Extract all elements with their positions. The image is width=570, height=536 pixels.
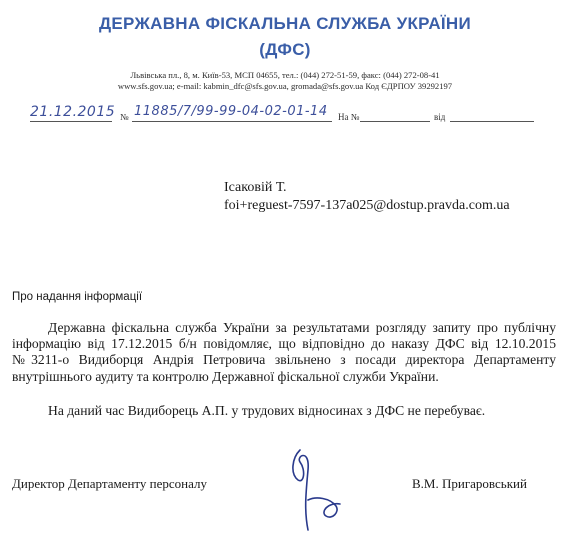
letter-subject: Про надання інформації: [12, 291, 143, 303]
reference-underline: [360, 121, 430, 122]
number-underline: [132, 121, 332, 122]
signer-position: Директор Департаменту персоналу: [12, 476, 207, 491]
from-underline: [450, 121, 534, 122]
reference-label: На №: [338, 112, 360, 122]
number-label: №: [120, 112, 129, 122]
body-paragraph: Державна фіскальна служба України за результатами розгляду запиту про публічну інформацію від 17.12.2015 б/н повідомляє, що відповідно до наказу ДФС від 12.10.2015 №3211-о Видиборця Андрія Петровича звільнено з посади директора Департаменту внутрішнього аудиту та контролю Державної фіскальної служби України.: [12, 320, 556, 384]
agency-abbreviation: (ДФС): [259, 40, 311, 59]
handwritten-number: 11885/7/99-99-04-02-01-14: [134, 104, 328, 119]
addressee-email: foi+reguest-7597-137a025@dostup.pravda.com.ua: [224, 198, 510, 213]
date-underline: [30, 121, 112, 122]
signer-name: В.М. Пригаровський: [412, 476, 527, 491]
handwritten-date: 21.12.2015: [30, 104, 116, 120]
agency-title: ДЕРЖАВНА ФІСКАЛЬНА СЛУЖБА УКРАЇНИ: [98, 14, 471, 33]
handwritten-signature-icon: [270, 440, 360, 536]
body-paragraph: На даний час Видиборець А.П. у трудових відносинах з ДФС не перебуває.: [48, 403, 486, 418]
from-label: від: [434, 112, 446, 122]
addressee-name: Ісаковій Т.: [224, 180, 287, 195]
agency-contacts: www.sfs.gov.ua; e-mail: kabmin_dfc@sfs.gov.ua, gromada@sfs.gov.ua Код ЄДРПОУ 39292197: [117, 81, 453, 91]
agency-address: Львівська пл., 8, м. Київ-53, МСП 04655, тел.: (044) 272-51-59, факс: (044) 272-08-41: [130, 70, 440, 80]
registration-row: [30, 104, 550, 126]
